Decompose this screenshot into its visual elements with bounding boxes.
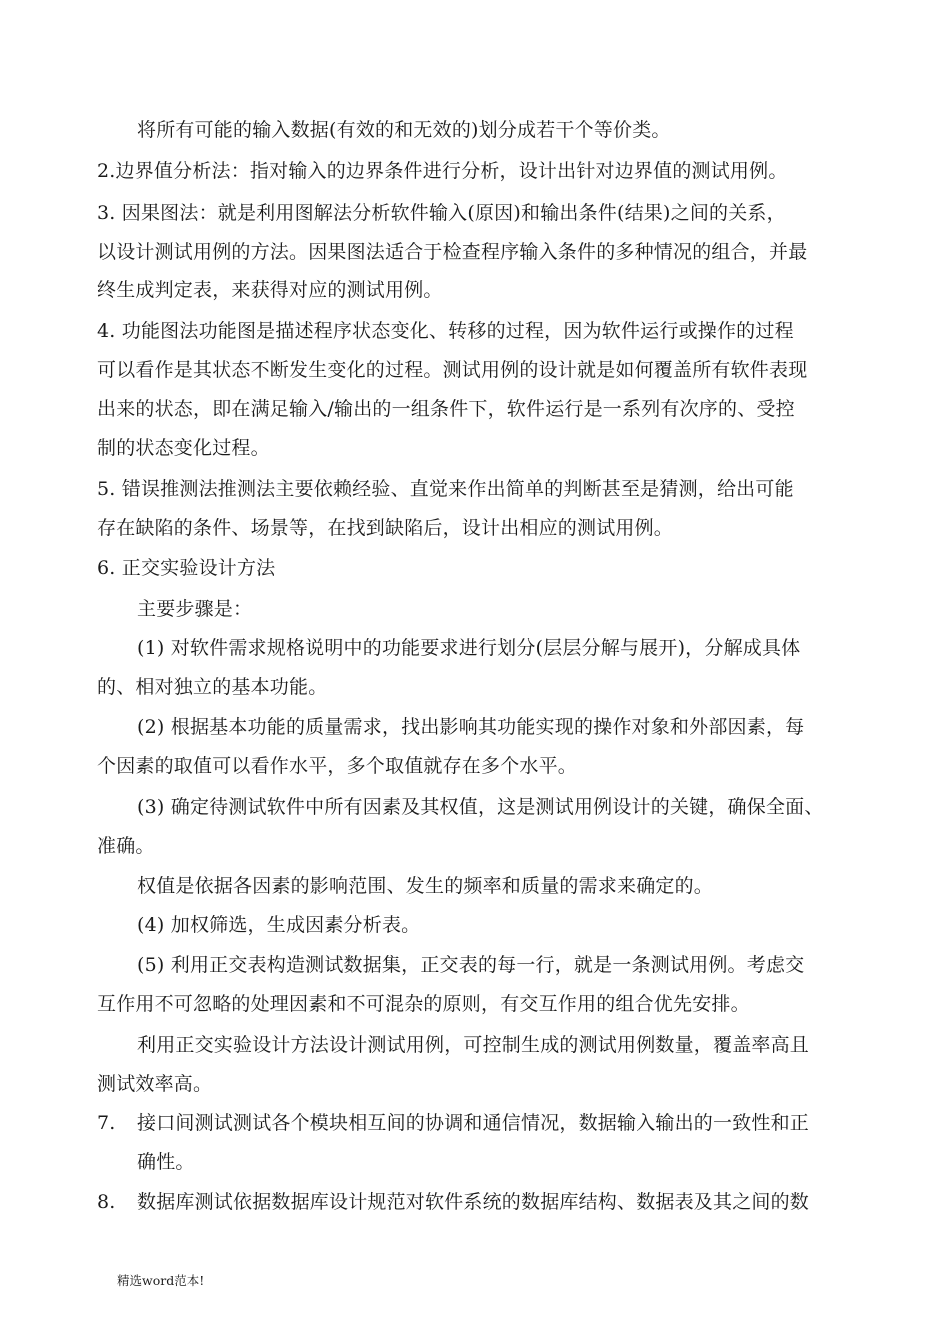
text-line: (1) 对软件需求规格说明中的功能要求进行划分(层层分解与展开)，分解成具体 <box>137 637 801 659</box>
text-line: 利用正交实验设计方法设计测试用例，可控制生成的测试用例数量，覆盖率高且 <box>137 1034 810 1056</box>
page-footer: 精选word范本! <box>117 1273 205 1288</box>
text-line: 6. 正交实验设计方法 <box>97 557 276 579</box>
text-line: 测试效率高。 <box>97 1073 213 1095</box>
text-line: 接口间测试测试各个模块相互间的协调和通信情况，数据输入输出的一致性和正 <box>137 1112 810 1134</box>
text-line: 终生成判定表，来获得对应的测试用例。 <box>97 279 443 301</box>
text-line: 以设计测试用例的方法。因果图法适合于检查程序输入条件的多种情况的组合，并最 <box>97 241 808 263</box>
text-line: 出来的状态，即在满足输入/输出的一组条件下，软件运行是一系列有次序的、受控 <box>97 398 795 420</box>
text-line: 权值是依据各因素的影响范围、发生的频率和质量的需求来确定的。 <box>137 875 714 897</box>
text-line: 5. 错误推测法推测法主要依赖经验、直觉来作出简单的判断甚至是猜测，给出可能 <box>97 478 794 500</box>
list-number: 8. <box>97 1191 116 1213</box>
text-line: 存在缺陷的条件、场景等，在找到缺陷后，设计出相应的测试用例。 <box>97 517 674 539</box>
text-line: 可以看作是其状态不断发生变化的过程。测试用例的设计就是如何覆盖所有软件表现 <box>97 359 808 381</box>
text-line: 2.边界值分析法：指对输入的边界条件进行分析，设计出针对边界值的测试用例。 <box>97 160 788 182</box>
text-line: 互作用不可忽略的处理因素和不可混杂的原则，有交互作用的组合优先安排。 <box>97 993 750 1015</box>
text-line: 主要步骤是： <box>137 598 253 620</box>
text-line: 准确。 <box>97 835 155 857</box>
text-line: 个因素的取值可以看作水平，多个取值就存在多个水平。 <box>97 755 578 777</box>
text-line: 3. 因果图法：就是利用图解法分析软件输入(原因)和输出条件(结果)之间的关系， <box>97 202 786 224</box>
text-line: (3) 确定待测试软件中所有因素及其权值，这是测试用例设计的关键，确保全面、 <box>137 796 824 818</box>
text-line: 数据库测试依据数据库设计规范对软件系统的数据库结构、数据表及其之间的数 <box>137 1191 810 1213</box>
text-line: (4) 加权筛选，生成因素分析表。 <box>137 914 421 936</box>
text-line: 将所有可能的输入数据(有效的和无效的)划分成若干个等价类。 <box>137 119 671 141</box>
text-line: 4. 功能图法功能图是描述程序状态变化、转移的过程，因为软件运行或操作的过程 <box>97 320 794 342</box>
text-line: (2) 根据基本功能的质量需求，找出影响其功能实现的操作对象和外部因素，每 <box>137 716 805 738</box>
text-line: 确性。 <box>137 1151 195 1173</box>
text-line: 制的状态变化过程。 <box>97 437 270 459</box>
text-line: (5) 利用正交表构造测试数据集，正交表的每一行，就是一条测试用例。考虑交 <box>137 954 805 976</box>
text-line: 的、相对独立的基本功能。 <box>97 676 328 698</box>
list-number: 7. <box>97 1112 116 1134</box>
